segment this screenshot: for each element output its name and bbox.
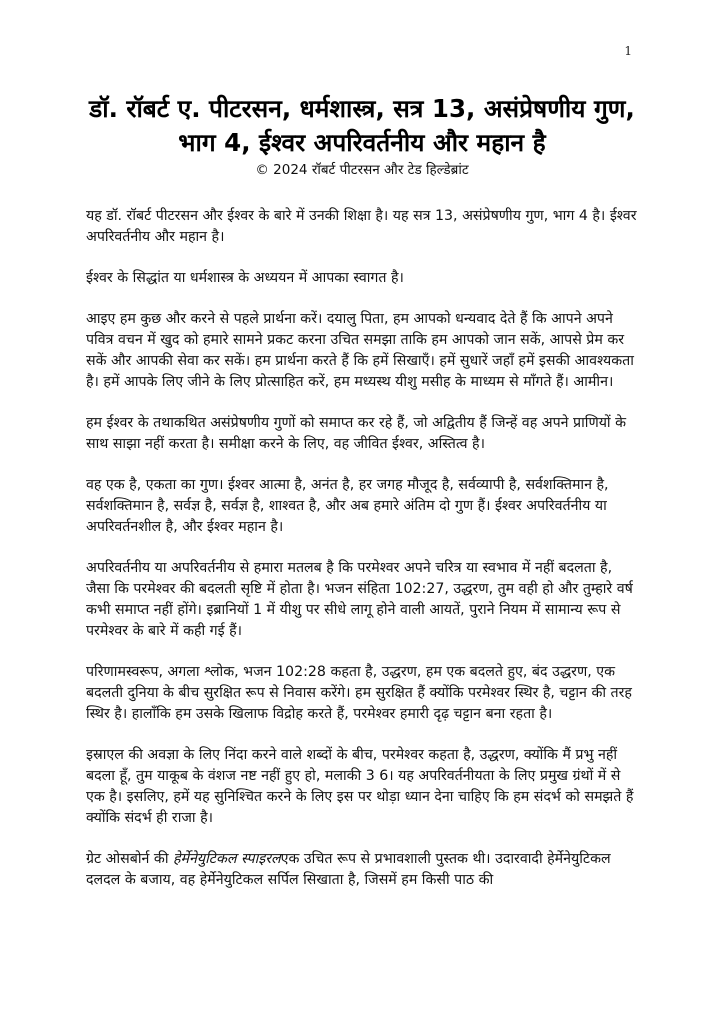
paragraph-attributes-review: वह एक है, एकता का गुण। ईश्वर आत्मा है, अनंत है, हर जगह मौजूद है, सर्वव्यापी है, सर्वशक्तिमान है, सर्वशक्तिमान है, सर्वज्ञ है, सर्वज्ञ है, शाश्वत है, और अब हमारे अंतिम दो गुण हैं। ईश्वर अपरिवर्तनीय या अपरिवर्तनशील है, और ईश्वर महान है। xyxy=(86,477,609,535)
paragraph-osborne xyxy=(86,849,638,891)
paragraph-immutability: अपरिवर्तनीय या अपरिवर्तनीय से हमारा मतलब है कि परमेश्वर अपने चरित्र या स्वभाव में नहीं बदलता है, जैसा कि परमेश्वर की बदलती सृष्टि में होता है। भजन संहिता 102:27, उद्धरण, तुम वही हो और तुम्हारे वर्ष कभी समाप्त नहीं होंगे। इब्रानियों 1 में यीशु पर सीधे लागू होने वाली आयतें, पुराने नियम में सामान्य रूप से परमेश्वर के बारे में कही गई हैं। xyxy=(86,560,633,639)
paragraph-malachi: इस्राएल की अवज्ञा के लिए निंदा करने वाले शब्दों के बीच, परमेश्वर कहता है, उद्धरण, क्योंकि मैं प्रभु नहीं बदला हूँ, तुम याकूब के वंशज नष्ट नहीं हुए हो, मलाकी 3 6। यह अपरिवर्तनीयता के लिए प्रमुख ग्रंथों में से एक है। इसलिए, हमें यह सुनिश्चित करने के लिए इस पर थोड़ा ध्यान देना चाहिए कि हम संदर्भ को समझते हैं क्योंकि संदर्भ ही राजा है। xyxy=(86,747,634,826)
paragraph-prayer: आइए हम कुछ और करने से पहले प्रार्थना करें। दयालु पिता, हम आपको धन्यवाद देते हैं कि आपने अपने पवित्र वचन में खुद को हमारे सामने प्रकट करना उचित समझा ताकि हम आपको जान सकें, आपसे प्रेम कर सकें और आपकी सेवा कर सकें। हम प्रार्थना करते हैं कि हमें सिखाएँ। हमें सुधारें जहाँ हमें इसकी आवश्यकता है। हमें आपके लिए जीने के लिए प्रोत्साहित करें, हम मध्यस्थ यीशु मसीह के माध्यम से माँगते हैं। आमीन। xyxy=(86,311,634,390)
document-title: डॉ. रॉबर्ट ए. पीटरसन, धर्मशास्त्र, सत्र 13, असंप्रेषणीय गुण, भाग 4, ईश्वर अपरिवर्तनीय और महान है xyxy=(89,94,635,157)
page-number: 1 xyxy=(624,44,632,58)
copyright-line: © 2024 रॉबर्ट पीटरसन और टेड हिल्डेब्रांट xyxy=(255,162,469,178)
paragraph-welcome: ईश्वर के सिद्धांत या धर्मशास्त्र के अध्ययन में आपका स्वागत है। xyxy=(86,270,404,286)
paragraph-attributes-intro: हम ईश्वर के तथाकथित असंप्रेषणीय गुणों को समाप्त कर रहे हैं, जो अद्वितीय हैं जिन्हें वह अपने प्राणियों के साथ साझा नहीं करता है। समीक्षा करने के लिए, वह जीवित ईश्वर, अस्तित्व है। xyxy=(86,415,627,452)
osborne-lead: ग्रेट ओसबोर्न की xyxy=(86,851,174,867)
paragraph-intro: यह डॉ. रॉबर्ट पीटरसन और ईश्वर के बारे में उनकी शिक्षा है। यह सत्र 13, असंप्रेषणीय गुण, भाग 4 है। ईश्वर अपरिवर्तनीय और महान है। xyxy=(86,208,637,245)
osborne-rest: एक उचित रूप से प्रभावशाली पुस्तक थी। उदारवादी हेर्मेनेयुटिकल दलदल के बजाय, वह हेर्मेनेयुटिकल सर्पिल सिखाता है, जिसमें हम किसी पाठ की xyxy=(86,851,611,888)
paragraph-psalm: परिणामस्वरूप, अगला श्लोक, भजन 102:28 कहता है, उद्धरण, हम एक बदलते हुए, बंद उद्धरण, एक बदलती दुनिया के बीच सुरक्षित रूप से निवास करेंगे। हम सुरक्षित हैं क्योंकि परमेश्वर स्थिर है, चट्टान की तरह स्थिर है। हालाँकि हम उसके खिलाफ विद्रोह करते हैं, परमेश्वर हमारी दृढ़ चट्टान बना रहता है। xyxy=(86,664,632,722)
book-title: हेर्मेनेयुटिकल स्पाइरल xyxy=(173,851,281,867)
